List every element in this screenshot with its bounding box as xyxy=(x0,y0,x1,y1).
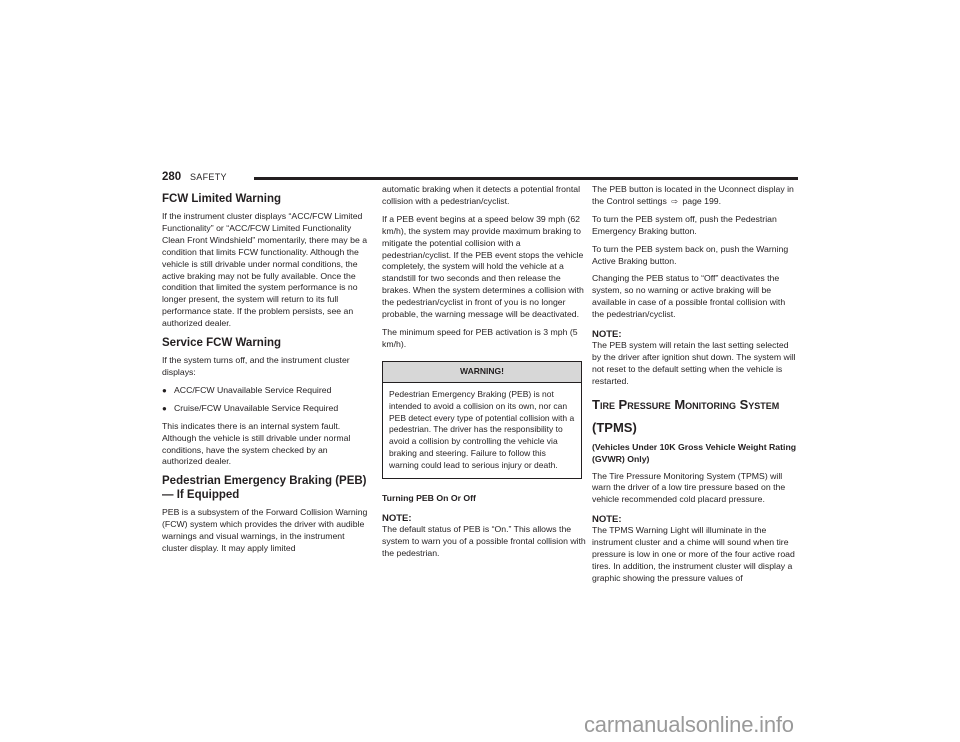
fcw-limited-heading: FCW Limited Warning xyxy=(162,193,282,205)
note-text: The TPMS Warning Light will illuminate in the instrument cluster and a chime will sound when tire pressure is low in one or more of the four active road tires. In addition, the instrument cluster will display a graphic showing the pressure values of xyxy=(592,525,795,583)
peb-on-paragraph: To turn the PEB system back on, push the Warning Active Braking button. xyxy=(592,243,789,266)
note-label: NOTE: xyxy=(382,512,412,524)
section-name: SAFETY xyxy=(190,172,227,182)
tpms-heading: Tire Pressure Monitoring System xyxy=(592,396,780,412)
header-rule xyxy=(254,177,798,180)
page-header xyxy=(162,171,798,185)
peb-off-paragraph: To turn the PEB system off, push the Pedestrian Emergency Braking button. xyxy=(592,213,777,236)
peb-body: PEB is a subsystem of the Forward Collision Warning (FCW) system which provides the driver with audible warnings and visual warnings, in the instrument cluster display. It may apply limited xyxy=(162,507,368,554)
fcw-limited-body: If the instrument cluster displays “ACC/FCW Limited Functionality” or “ACC/FCW Limited Functionality Clean Front Windshield” momentarily, there may be a condition that limits FCW functionality. Although the vehicle is still drivable under normal conditions, the active braking may not be fully available. Once the condition that limited the system performance is no longer present, the system will return to its full performance state. If the problem persists, see an authorized dealer. xyxy=(162,211,368,329)
tpms-abbr: (TPMS) xyxy=(592,419,637,435)
page-number: 280 xyxy=(162,171,182,183)
peb-heading: Pedestrian Emergency Braking (PEB) — If Equipped xyxy=(162,475,367,502)
column-2 xyxy=(382,184,588,566)
note-label: NOTE: xyxy=(592,329,622,341)
service-fcw-intro: If the system turns off, and the instrument cluster displays: xyxy=(162,355,350,377)
warning-box xyxy=(382,361,582,479)
bullet-icon: ● xyxy=(162,403,167,413)
page-reference-arrow-icon: ⇨ xyxy=(671,196,678,206)
warning-text: Pedestrian Emergency Braking (PEB) is not intended to avoid a collision on its own, nor can PEB detect every type of potential collision with a pedestrian. The driver has the responsibility to avoid a collision by controlling the vehicle via braking and steering. Failure to follow this warning could lead to serious injury or death. xyxy=(389,388,575,471)
list-item: ● ACC/FCW Unavailable Service Required xyxy=(162,384,332,395)
service-fcw-list xyxy=(162,385,368,415)
note-text: The PEB system will retain the last setting selected by the driver after ignition shut down. The system will not reset to the default setting when the vehicle is restarted. xyxy=(592,340,796,386)
list-item: ● Cruise/FCW Unavailable Service Required xyxy=(162,402,339,413)
tpms-body: The Tire Pressure Monitoring System (TPMS) will warn the driver of a low tire pressure based on the vehicle recommended cold placard pressure. xyxy=(592,470,786,505)
peb-continued: automatic braking when it detects a potential frontal collision with a pedestrian/cyclist. xyxy=(382,184,580,206)
peb-min-speed: The minimum speed for PEB activation is 3 mph (5 km/h). xyxy=(382,326,578,349)
peb-off-effect: Changing the PEB status to “Off” deactivates the system, so no warning or active braking will be available in case of a possible frontal collision with the pedestrian/cyclist. xyxy=(592,273,786,320)
service-fcw-body: This indicates there is an internal system fault. Although the vehicle is still drivable under normal conditions, have the system checked by an authorized dealer. xyxy=(162,420,351,467)
tpms-subheading: (Vehicles Under 10K Gross Vehicle Weight Rating (GVWR) Only) xyxy=(592,441,797,464)
watermark: carmanualsonline.info xyxy=(584,712,794,737)
bullet-icon: ● xyxy=(162,385,167,395)
column-3 xyxy=(592,184,798,591)
peb-event-paragraph: If a PEB event begins at a speed below 39 mph (62 km/h), the system may provide maximum braking to mitigate the potential collision with a pedestrian/cyclist. If the PEB event stops the vehicle completely, the system will hold the vehicle at a standstill for two seconds and then release the brakes. When the system determines a collision with the pedestrian/cyclist in front of you is no longer probable, the warning message will be deactivated. xyxy=(382,213,584,320)
page-reference-link[interactable]: page 199. xyxy=(682,195,722,206)
note-text: The default status of PEB is “On.” This allows the system to warn you of a possible frontal collision with the pedestrian. xyxy=(382,523,586,558)
service-fcw-heading: Service FCW Warning xyxy=(162,337,282,350)
note-label: NOTE: xyxy=(592,514,622,526)
warning-title: WARNING! xyxy=(383,362,581,383)
turning-peb-heading: Turning PEB On Or Off xyxy=(382,493,476,504)
column-1 xyxy=(162,192,368,561)
peb-button-location: The PEB button is located in the Uconnect display in the Control settings ⇨ page 199. xyxy=(592,184,794,206)
